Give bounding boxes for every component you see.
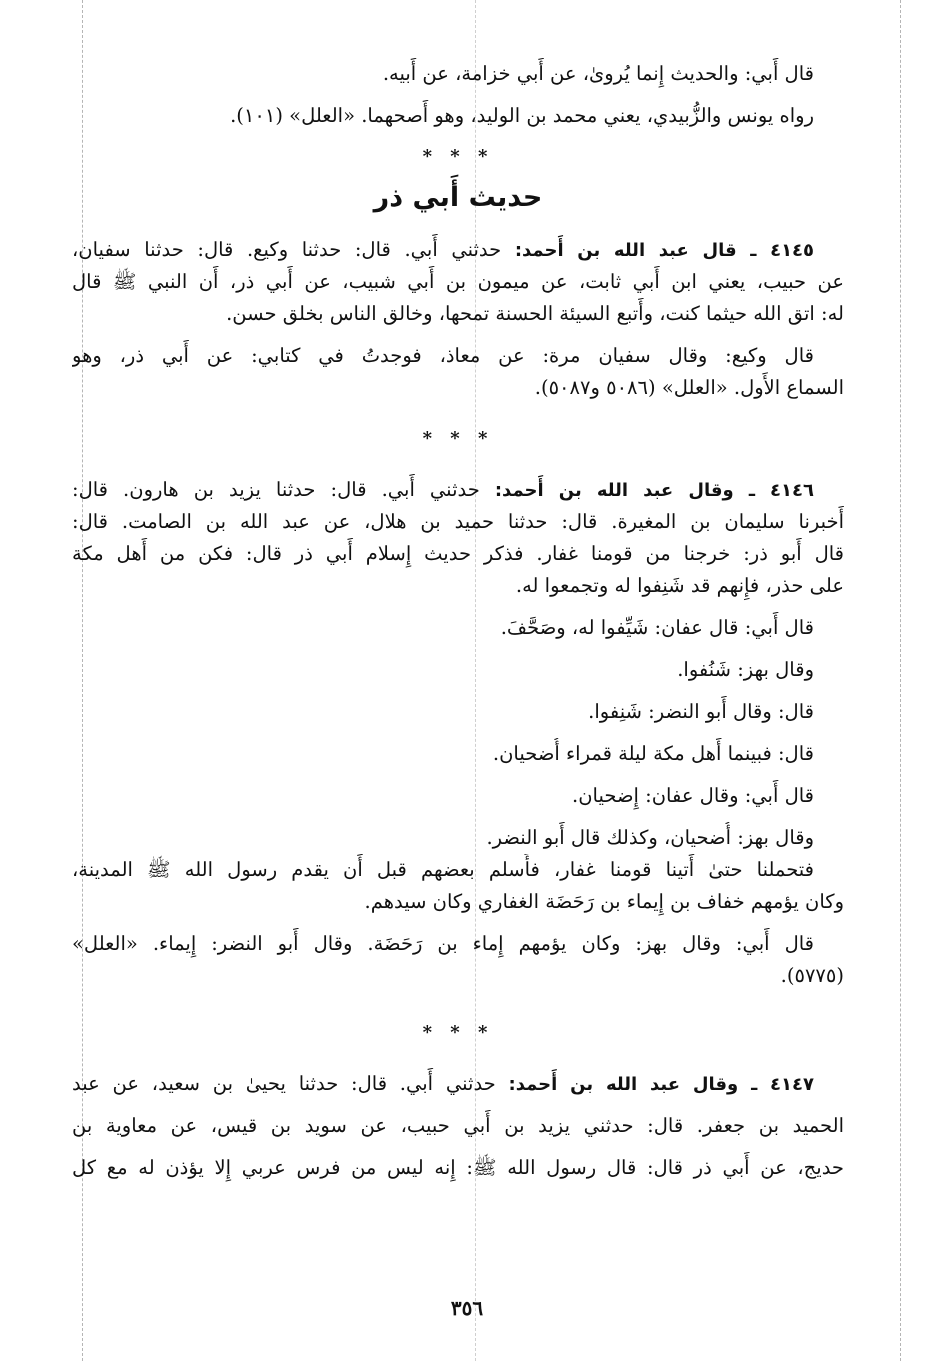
text-line: عن حبيب، يعني ابن أَبي ثابت، عن ميمون بن أَبي شبيب، عن أَبي ذر، أَن النبي ﷺ قال xyxy=(72,270,844,293)
hadith-first-line xyxy=(72,234,844,266)
text-line: قال أَبي: وقال بهز: وكان يؤمهم إِماء بن رَحَضَة. وقال أَبو النضر: إِيماء. «العلل» xyxy=(72,932,814,955)
hadith-number: ٤١٤٦ xyxy=(770,480,814,501)
text-line: قال أَبي: والحديث إِنما يُروىٰ، عن أَبي خزامة، عن أَبيه. xyxy=(382,62,814,85)
text-segment: حدثني أَبي. قال: حدثنا يحيىٰ بن سعيد، عن عبد xyxy=(72,1072,496,1095)
text-segment: حدثني أَبي. قال: حدثنا يزيد بن هارون. قال: xyxy=(72,478,480,501)
text-line: قال أَبو ذر: خرجنا من قومنا غفار. فذكر حديث إِسلام أَبي ذر قال: فكن من أَهل مكة xyxy=(72,542,844,565)
hadith-number: ٤١٤٧ xyxy=(770,1074,814,1095)
text-line: حديج، عن أَبي ذر قال: قال رسول الله ﷺ: إِنه ليس من فرس عربي إِلا يؤذن له مع كل xyxy=(72,1156,844,1179)
text-line: وكان يؤمهم خفاف بن إِيماء بن رَحَضَة الغفاري وكان سيدهم. xyxy=(364,890,844,913)
text-line: رواه يونس والزُّبيدي، يعني محمد بن الوليد، وهو أَصحهما. «العلل» (١٠١). xyxy=(230,104,814,127)
text-line: على حذر، فإِنهم قد شَنِفوا له وتجمعوا له. xyxy=(515,574,844,597)
text-line: (٥٧٧٥). xyxy=(780,964,844,987)
page-number: ٣٥٦ xyxy=(450,1296,484,1320)
hadith-isnad-lead: ـ قال عبد الله بن أَحمد: xyxy=(514,240,757,261)
section-separator: * * * xyxy=(422,146,494,167)
hadith-first-line xyxy=(72,474,844,506)
text-line: قال وكيع: وقال سفيان مرة: عن معاذ، فوجدتُ في كتابي: عن أَبي ذر، وهو xyxy=(72,344,814,367)
scan-guide-line xyxy=(900,0,901,1361)
hadith-number: ٤١٤٥ xyxy=(770,240,815,261)
page-body xyxy=(72,58,844,1184)
hadith-first-line xyxy=(72,1068,844,1100)
text-line: السماع الأَول. «العلل» (٥٠٨٦ و٥٠٨٧). xyxy=(534,376,844,399)
section-separator: * * * xyxy=(422,1022,494,1043)
hadith-isnad-lead: ـ وقال عبد الله بن أَحمد: xyxy=(494,480,755,501)
text-line: قال: فبينما أَهل مكة ليلة قمراء أُضحيان. xyxy=(492,742,814,765)
text-line: الحميد بن جعفر. قال: حدثني يزيد بن أَبي حبيب، عن سويد بن قيس، عن معاوية بن xyxy=(72,1114,844,1137)
text-line: قال أَبي: قال عفان: شَيِّفوا له، وصَحَّفَ. xyxy=(500,616,814,639)
text-segment: حدثني أَبي. قال: حدثنا وكيع. قال: حدثنا سفيان، xyxy=(72,238,502,261)
text-line: قال: وقال أَبو النضر: شَنِفوا. xyxy=(588,700,814,723)
section-heading: حديث أَبي ذر xyxy=(373,182,543,213)
text-line: فتحملنا حتىٰ أَتينا قومنا غفار، فأَسلم بعضهم قبل أَن يقدم رسول الله ﷺ المدينة، xyxy=(72,858,814,881)
section-separator: * * * xyxy=(422,428,494,449)
text-line: قال أَبي: وقال عفان: إِضحيان. xyxy=(572,784,814,807)
text-line: أَخبرنا سليمان بن المغيرة. قال: حدثنا حميد بن هلال، عن عبد الله بن الصامت. قال: xyxy=(72,510,844,533)
text-line: وقال بهز: شَنُفوا. xyxy=(677,658,814,681)
text-line: وقال بهز: أُضحيان، وكذلك قال أَبو النضر. xyxy=(486,826,814,849)
text-line: له: اتق الله حيثما كنت، وأَتبع السيئة الحسنة تمحها، وخالق الناس بخلق حسن. xyxy=(226,302,844,325)
hadith-isnad-lead: ـ وقال عبد الله بن أَحمد: xyxy=(508,1074,758,1095)
